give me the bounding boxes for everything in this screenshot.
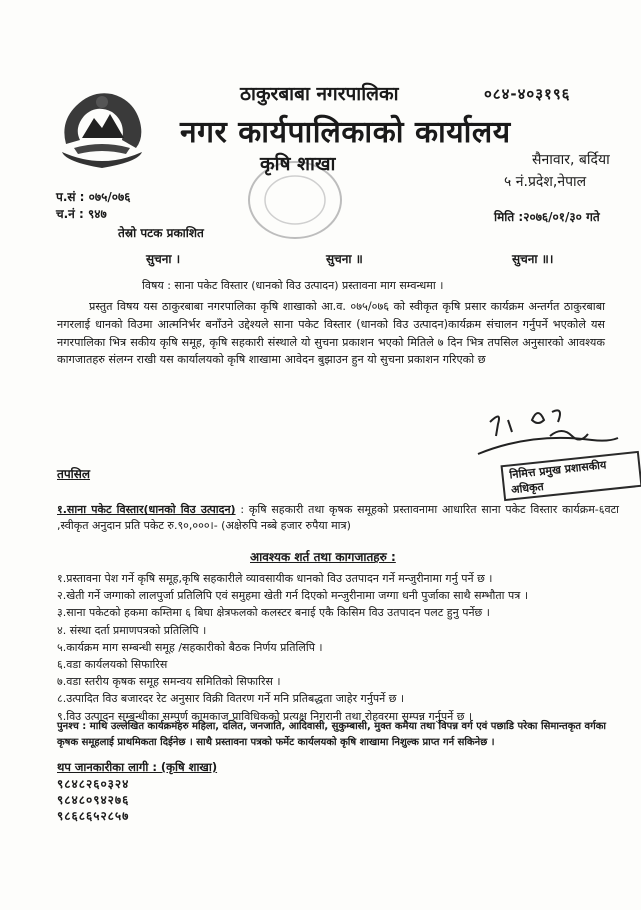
notice-label-1: सुचना । bbox=[146, 252, 181, 266]
notice-label-3: सुचना ॥। bbox=[512, 252, 554, 266]
section-name: कृषि शाखा bbox=[260, 153, 336, 175]
dispatch-number: च.नं : ९४७ bbox=[56, 207, 107, 221]
notice-label-2: सुचना ॥ bbox=[326, 252, 363, 266]
reference-number: प.सं : ०७५/०७६ bbox=[56, 190, 131, 204]
phone-number: ०८४-४०३१९६ bbox=[484, 85, 571, 103]
contact-number: ९८४८०९४२७६ bbox=[57, 793, 130, 807]
address-line-2: ५ नं.प्रदेश,नेपाल bbox=[504, 174, 587, 190]
annex-item-title: १.साना पकेट विस्तार(धानको विउ उत्पादन) bbox=[57, 503, 236, 516]
condition-item: २.खेती गर्ने जग्गाको लालपुर्जा प्रतिलिपि एवं समुहमा खेती गर्न दिएको मन्जुरीनामा जग्गा धनी पुर्जाका साथै सम्भौता पत्र । bbox=[57, 589, 528, 603]
subject-line: विषय : साना पकेट विस्तार (धानको विउ उत्पादन) प्रस्तावना माग सम्वन्धमा । bbox=[142, 279, 444, 292]
annex-item-text: : कृषि सहकारी तथा कृषक समूहको प्रस्तावनामा आधारित साना पकेट विस्तार कार्यक्रम-६वटा ,स्वीकृत अनुदान प्रति पकेट रु.९०,०००।- (अक्षेरुपि नब्बे हजार रुपैया मात्र) bbox=[57, 503, 619, 532]
notice-body: प्रस्तुत विषय यस ठाकुरबाबा नगरपालिका कृषि शाखाको आ.व. ०७५/०७६ को स्वीकृत कृषि प्रसार कार्यक्रम अन्तर्गत ठाकुरबाबा नगरलाई धानको विउमा आत्मनिर्भर बनाँउने उद्देश्यले साना पकेट विस्तार (धानको विउ उत्पादन)कार्यक्रम संचालन गर्नुपर्ने भएकोले यस नगरपालिका भित्र सकीय कृषि समूह, कृषि सहकारी संस्थाले यो सुचना प्रकाशन भएको मितिले ७ दिन भित्र तपसिल अनुसारको आवश्यक कागजातहरु संलग्न राखी यस कार्यालयको कृषि शाखामा आवेदन बुझाउन हुन यो सुचना प्रकाशन गरिएको छ bbox=[57, 300, 605, 367]
conditions-list bbox=[57, 570, 627, 725]
contact-numbers bbox=[57, 776, 129, 824]
condition-item: ६.वडा कार्यलयको सिफारिस bbox=[57, 658, 168, 672]
condition-item: ४. संस्था दर्ता प्रमाणपत्रको प्रतिलिपि । bbox=[57, 623, 207, 637]
condition-item: ७.वडा स्तरीय कृषक समूह समन्वय समितिको सिफारिस । bbox=[57, 675, 281, 689]
conditions-heading: आवश्यक शर्त तथा कागजातहरु : bbox=[250, 550, 396, 564]
condition-item: ९.विउ उत्पादन सम्बन्धीका सम्पुर्ण कामकाज प्राविधिककोे प्रत्यक्ष निगरानी तथा रोहवरमा सम्पन्न गर्नुपर्ने छ । bbox=[57, 709, 473, 723]
government-emblem-icon bbox=[52, 82, 152, 170]
letter-date: मिति :२०७६/०१/३० गते bbox=[494, 210, 600, 224]
handwritten-signature bbox=[472, 402, 622, 462]
postscript-note: पुनश्च : माथि उल्लेखित कार्यक्रमहरु महिला, दलित, जनजाति, आदिवासी, सुकुम्बासी, मुक्त कमैया तथा विपन्न वर्ग एवं पछाडि परेका सिमान्तकृत वर्गका कृषक समूहलाई प्राथमिकता दिईनेछ । साथै प्रस्तावना पत्रको फर्मेट कार्यलयको कृषि शाखामा निशुल्क प्राप्त गर्न सकिनेछ । bbox=[57, 721, 607, 748]
condition-item: ५.कार्यक्रम माग सम्बन्धी समूह /सहकारीको बैठक निर्णय प्रतिलिपि । bbox=[57, 640, 323, 654]
contact-number: ९८४८२६०३२४ bbox=[57, 777, 130, 791]
annex-item bbox=[57, 502, 619, 534]
contact-number: ९८६८६५२८५७ bbox=[57, 809, 130, 823]
contact-heading: थप जानकारीका लागी : (कृषि शाखा) bbox=[57, 760, 218, 774]
condition-item: ८.उत्पादित विउ बजारदर रेट अनुसार विक्री वितरण गर्ने मनि प्रतिबद्धता जाहेर गर्नुपर्ने छ । bbox=[57, 692, 405, 706]
office-title: नगर कार्यपालिकाको कार्यालय bbox=[180, 115, 511, 150]
annex-heading: तपसिल bbox=[57, 467, 91, 481]
condition-item: १.प्रस्तावना पेश गर्ने कृषि समूह,कृषि सहकारीले व्यावसायीक धानको विउ उतपादन गर्ने मन्जुरीनामा गर्नु पर्ने छ । bbox=[57, 572, 493, 585]
municipality-name: ठाकुरबाबा नगरपालिका bbox=[240, 83, 399, 105]
address-line-1: सैनावार, बर्दिया bbox=[532, 152, 610, 168]
publish-count-note: तेस्रो पटक प्रकाशित bbox=[118, 226, 204, 240]
condition-item: ३.साना पकेटको हकमा कम्तिमा ६ बिघा क्षेत्रफलको कलस्टर बनाई एकै किसिम विउ उतपादन पलट हुनु पर्नेछ । bbox=[57, 606, 490, 620]
signatory-stamp: निमित्त प्रमुख प्रशासकीय अधिकृत bbox=[500, 451, 641, 501]
